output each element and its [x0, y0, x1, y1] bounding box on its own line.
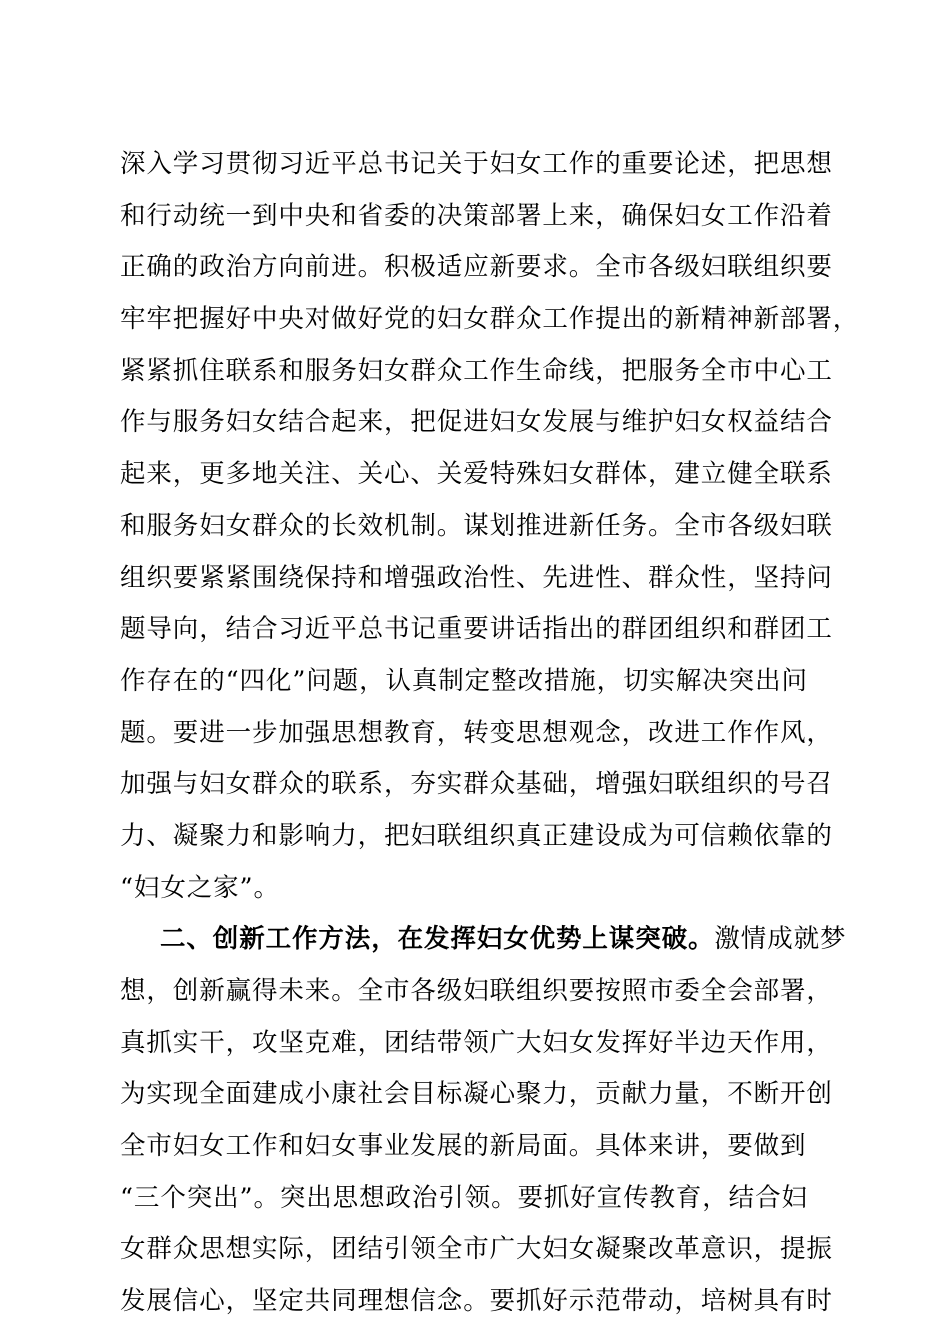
text-line: 紧紧抓住联系和服务妇女群众工作生命线，把服务全市中心工 — [120, 355, 833, 386]
text-line: 女群众思想实际，团结引领全市广大妇女凝聚改革意识，提振 — [120, 1234, 833, 1265]
text-line: 想，创新赢得未来。全市各级妇联组织要按照市委全会部署， — [120, 976, 833, 1006]
section-heading: 二、创新工作方法，在发挥妇女优势上谋突破。 — [160, 924, 715, 955]
text-line: 牢牢把握好中央对做好党的妇女群众工作提出的新精神新部署， — [120, 304, 860, 335]
text-line: 组织要紧紧围绕保持和增强政治性、先进性、群众性，坚持问 — [120, 562, 833, 593]
text-line: 真抓实干，攻坚克难，团结带领广大妇女发挥好半边天作用， — [120, 1027, 833, 1058]
text-line: “妇女之家”。 — [120, 872, 280, 903]
text-line: 作与服务妇女结合起来，把促进妇女发展与维护妇女权益结合 — [120, 407, 833, 438]
text-line: 题导向，结合习近平总书记重要讲话指出的群团组织和群团工 — [120, 614, 833, 645]
text-line: 和服务妇女群众的长效机制。谋划推进新任务。全市各级妇联 — [120, 510, 833, 541]
text-line: 全市妇女工作和妇女事业发展的新局面。具体来讲，要做到 — [120, 1131, 807, 1162]
text-line: 发展信心，坚定共同理想信念。要抓好示范带动，培树具有时 — [120, 1286, 833, 1317]
text-line: 深入学习贯彻习近平总书记关于妇女工作的重要论述，把思想 — [120, 149, 833, 179]
text-line: “三个突出”。突出思想政治引领。要抓好宣传教育，结合妇 — [120, 1182, 808, 1213]
section-heading-rest: 激情成就梦 — [714, 924, 847, 955]
text-line: 和行动统一到中央和省委的决策部署上来，确保妇女工作沿着 — [120, 200, 833, 231]
body-text — [120, 139, 860, 1328]
text-line: 起来，更多地关注、关心、关爱特殊妇女群体，建立健全联系 — [120, 459, 833, 490]
text-line: 为实现全面建成小康社会目标凝心聚力，贡献力量，不断开创 — [120, 1079, 833, 1110]
text-line: 力、凝聚力和影响力，把妇联组织真正建设成为可信赖依靠的 — [120, 820, 833, 851]
text-line: 题。要进一步加强思想教育，转变思想观念，改进工作作风， — [120, 717, 833, 748]
section-heading-line — [120, 914, 847, 966]
text-line: 作存在的“四化”问题，认真制定整改措施，切实解决突出问 — [120, 665, 808, 696]
text-line: 正确的政治方向前进。积极适应新要求。全市各级妇联组织要 — [120, 252, 833, 283]
text-line: 加强与妇女群众的联系，夯实群众基础，增强妇联组织的号召 — [120, 769, 833, 800]
